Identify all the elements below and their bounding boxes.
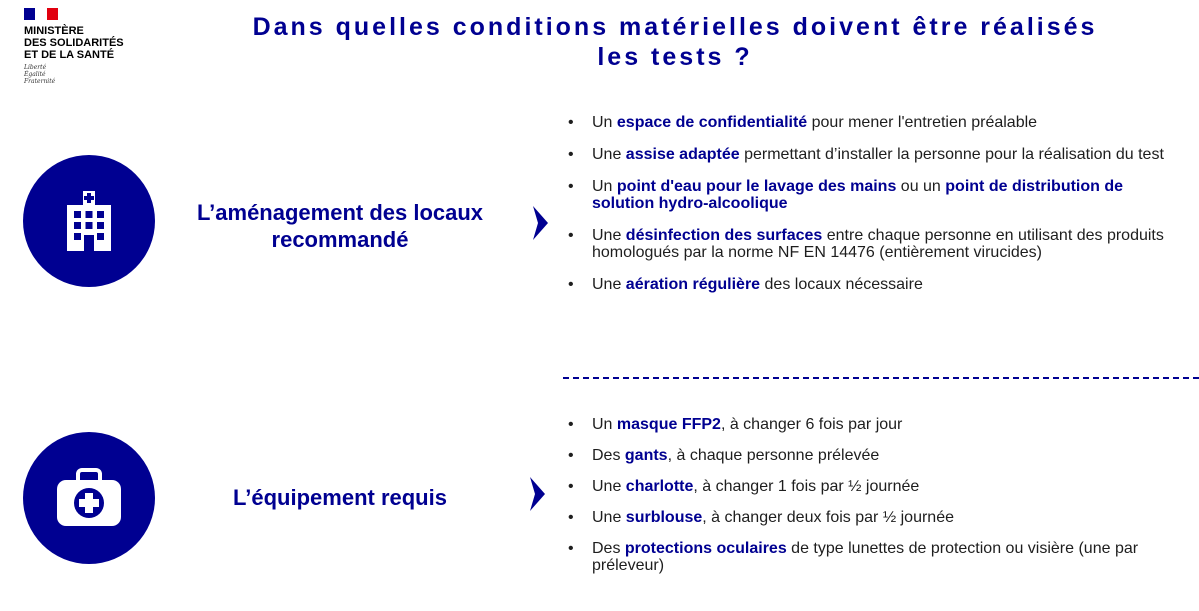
- bullet: •: [568, 227, 574, 244]
- ministry-line: DES SOLIDARITÉS: [24, 37, 124, 49]
- bullet: •: [568, 178, 574, 195]
- chevron-right-icon: [530, 477, 546, 511]
- equipment-list: [566, 416, 1186, 588]
- heading-line: recommandé: [271, 227, 409, 252]
- bullet: •: [568, 146, 574, 163]
- bullet: •: [568, 478, 574, 495]
- heading-line: L’aménagement des locaux: [196, 200, 484, 225]
- bullet: •: [568, 509, 574, 526]
- medical-kit-icon-circle: [23, 432, 155, 564]
- bullet: •: [568, 416, 574, 433]
- list-item: • Une assise adaptée permettant d’installer la personne pour la réalisation du test: [568, 146, 1164, 163]
- list-item: • Un masque FFP2, à changer 6 fois par jour: [568, 416, 903, 433]
- hospital-icon-circle: [23, 155, 155, 287]
- motto-line: Fraternité: [24, 78, 56, 85]
- premises-list: [566, 114, 1186, 308]
- title-line-2: les tests ?: [597, 43, 753, 71]
- bullet: •: [568, 276, 574, 293]
- motto-line: Égalité: [24, 71, 46, 78]
- republic-motto: [24, 64, 164, 85]
- chevron-right-icon: [533, 206, 549, 240]
- section-heading-premises: [160, 199, 520, 253]
- ministry-line: MINISTÈRE: [24, 25, 84, 37]
- motto-line: Liberté: [24, 64, 47, 71]
- list-item: • Une désinfection des surfaces entre chaque personne en utilisant des produits homologués par la norme NF EN 14476 (entièrement virucides): [568, 227, 1164, 261]
- list-item: • Une charlotte, à changer 1 fois par ½ journée: [568, 478, 920, 495]
- list-item: • Un espace de confidentialité pour mener l'entretien préalable: [568, 114, 1038, 131]
- section-divider: [563, 377, 1199, 379]
- list-item: • Des gants, à chaque personne prélevée: [568, 447, 880, 464]
- title-line-1: Dans quelles conditions matérielles doivent être réalisés: [252, 13, 1098, 41]
- list-item: • Une aération régulière des locaux nécessaire: [568, 276, 923, 293]
- ministry-logo: [24, 8, 164, 85]
- ministry-name: [24, 25, 164, 61]
- ministry-line: ET DE LA SANTÉ: [24, 49, 115, 61]
- list-item: • Des protections oculaires de type lunettes de protection ou visière (une par préleveur): [568, 540, 1139, 574]
- bullet: •: [568, 447, 574, 464]
- bullet: •: [568, 540, 574, 557]
- bullet: •: [568, 114, 574, 131]
- list-item: • Un point d'eau pour le lavage des mains ou un point de distribution de solution hydro-alcoolique: [568, 178, 1124, 212]
- list-item: • Une surblouse, à changer deux fois par ½ journée: [568, 509, 954, 526]
- medical-kit-icon: [54, 468, 124, 528]
- section-heading-equipment: L’équipement requis: [233, 485, 447, 510]
- page-title: [170, 12, 1180, 72]
- french-flag-icon: [24, 8, 58, 20]
- hospital-icon: [61, 189, 117, 253]
